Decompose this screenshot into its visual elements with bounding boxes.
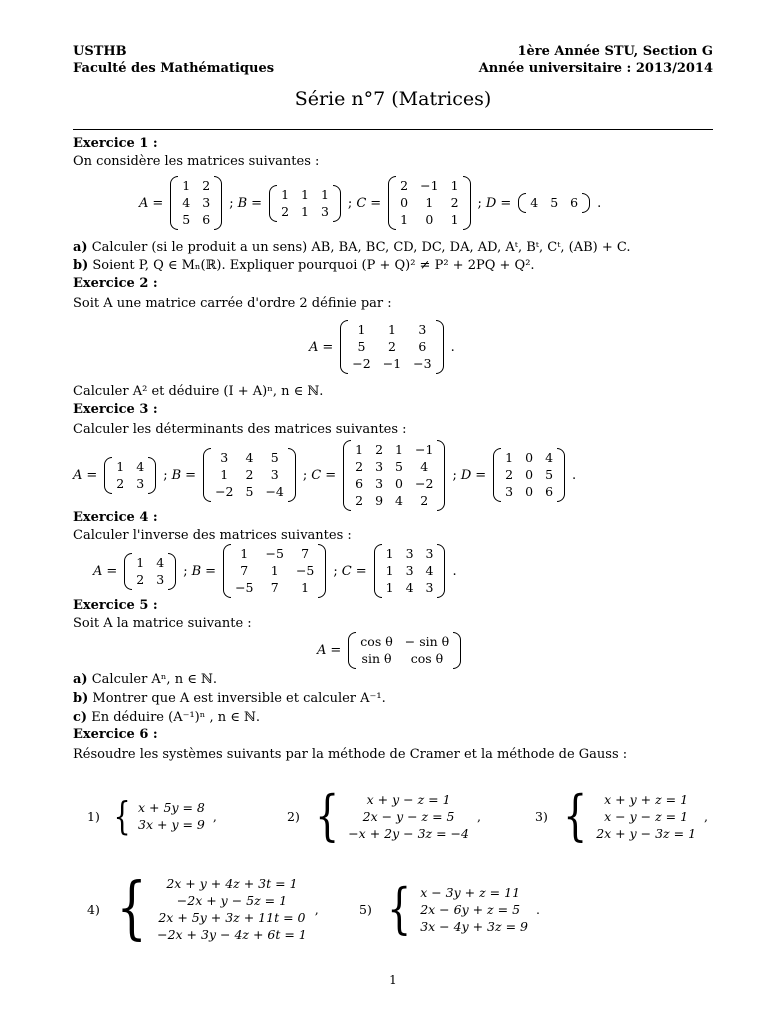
matrix-entry: 1 (385, 546, 394, 561)
matrix-left-bracket (388, 176, 396, 230)
ex1-intro: On considère les matrices suivantes : (73, 154, 320, 169)
matrix-left-bracket (170, 176, 178, 230)
matrix-grid (501, 448, 557, 502)
matrix-entry: 2 (400, 178, 409, 193)
ex1-b-label: b) (73, 258, 89, 273)
matrix-entry: 5 (550, 195, 559, 210)
course-section: 1ère Année STU, Section G (517, 44, 713, 59)
matrix-right-bracket (148, 457, 156, 494)
matrix-entry: 7 (270, 580, 279, 595)
matrix-entry: 3 (405, 563, 414, 578)
matrix-entry: 3 (156, 571, 165, 587)
matrix-entry: − sin θ (404, 633, 450, 649)
system-end-punctuation: , (314, 901, 319, 917)
equation: −2x + 3y − 4z + 6t = 1 (157, 927, 307, 942)
ex1-question-a (73, 240, 631, 256)
equation: 3x + y = 9 (138, 817, 205, 832)
matrix-entry: 1 (355, 441, 364, 457)
system-end-punctuation: , (476, 808, 481, 824)
equation: x + y − z = 1 (366, 791, 451, 807)
ex4-matrix-b (223, 544, 326, 598)
matrix-entry: 5 (182, 212, 191, 227)
matrix-entry: 5 (395, 458, 403, 474)
ex5-matrix-a (348, 632, 461, 669)
matrix-grid (382, 544, 438, 598)
matrix-entry: 0 (525, 467, 534, 482)
matrix-entry: 4 (136, 458, 145, 474)
matrix-entry: 1 (301, 580, 310, 595)
matrix-entry: 6 (545, 484, 554, 499)
matrix-entry: 1 (400, 212, 409, 227)
matrix-entry: 6 (570, 195, 579, 210)
brace-icon: { (314, 784, 340, 847)
matrix-entry: 2 (450, 195, 459, 210)
ex3-matrix-c (343, 440, 445, 511)
matrix-grid (526, 193, 582, 213)
title-divider (73, 129, 713, 130)
matrix-entry: −1 (382, 356, 402, 371)
system-2 (287, 786, 481, 846)
ex3-matrices: A = 1 4 2 3 ; B = 3 4 5 1 2 3 −2 5 −4 ; C = 1 2 1 −1 2 3 5 4 6 3 0 −2 2 9 4 2 ; D = 1 0 4 2 0 5 3 0 6 . (73, 438, 580, 512)
ex5-b-label: b) (73, 691, 89, 706)
matrix-left-bracket (518, 193, 526, 213)
equation: 2x + y + 4z + 3t = 1 (166, 876, 298, 891)
equation: x − 3y + z = 11 (420, 884, 521, 900)
ex1-matrix-d (518, 193, 590, 213)
matrix-entry: 1 (425, 195, 434, 210)
matrix-entry: 3 (405, 546, 414, 561)
ex1-matrix-a (170, 176, 222, 230)
matrix-entry: 1 (182, 178, 191, 193)
matrix-entry: 2 (420, 492, 429, 508)
matrix-entry: 1 (240, 546, 249, 561)
ex5-question-c (73, 710, 260, 726)
ex4-matrix-a (124, 553, 176, 590)
matrix-entry: 5 (545, 467, 554, 482)
matrix-entry: −5 (265, 546, 284, 561)
matrix-grid (112, 457, 148, 494)
matrix-entry: 1 (387, 322, 396, 337)
matrix-left-bracket (104, 457, 112, 494)
matrix-entry: 3 (220, 450, 229, 465)
ex4-matrices: A = 1 4 2 3 ; B = 1 −5 7 7 1 −5 −5 7 1 ; C = 1 3 3 1 3 4 1 4 3 . (93, 542, 461, 600)
equation: x − y − z = 1 (604, 808, 689, 824)
system-label: 1) (87, 808, 100, 824)
ex1-question-b (73, 258, 535, 274)
equation: −2x + y − 5z = 1 (176, 893, 288, 908)
matrix-entry: 7 (240, 563, 249, 578)
ex5-c-label: c) (73, 710, 88, 725)
system-4 (87, 868, 319, 950)
matrix-entry: 0 (400, 195, 409, 210)
ex4-intro: Calculer l'inverse des matrices suivantes : (73, 528, 352, 543)
ex4-heading: Exercice 4 : (73, 510, 158, 525)
matrix-left-bracket (269, 185, 277, 222)
matrix-entry: 3 (375, 475, 384, 491)
matrix-entry: 1 (116, 458, 125, 474)
equation: 2x + 5y + 3z + 11t = 0 (158, 910, 306, 925)
matrix-right-bracket (557, 448, 565, 502)
matrix-entry: 4 (530, 195, 539, 210)
brace-icon: { (562, 784, 588, 847)
matrix-entry: 2 (116, 475, 125, 491)
ex1-matrices: A = 1 2 4 3 5 6 ; B = 1 1 1 2 1 3 ; C = 2 −1 1 0 1 2 1 0 1 ; D = 4 5 6 . (139, 174, 605, 232)
matrix-entry: cos θ (360, 633, 393, 649)
equation: −x + 2y − 3z = −4 (348, 825, 469, 841)
equation: 2x − 6y + z = 5 (420, 901, 521, 917)
matrix-entry: 6 (202, 212, 211, 227)
matrix-grid (132, 553, 168, 590)
matrix-entry: 2 (355, 492, 364, 508)
ex3-heading: Exercice 3 : (73, 402, 158, 417)
matrix-entry: 7 (301, 546, 310, 561)
system-1 (87, 786, 217, 846)
matrix-entry: 1 (450, 178, 459, 193)
matrix-entry: 0 (425, 212, 434, 227)
matrix-right-bracket (318, 544, 326, 598)
matrix-entry: 0 (525, 450, 534, 465)
matrix-left-bracket (340, 320, 348, 374)
page-title: Série n°7 (Matrices) (294, 88, 492, 110)
system-label: 5) (359, 901, 372, 917)
brace-icon: { (386, 877, 412, 940)
ex5-b-text: Montrer que A est inversible et calculer A⁻¹. (92, 691, 386, 706)
ex1-matrix-c (388, 176, 470, 230)
ex5-a-text: Calculer Aⁿ, n ∈ ℕ. (91, 672, 217, 687)
matrix-entry: −4 (265, 484, 284, 499)
faculty-name: Faculté des Mathématiques (73, 61, 275, 76)
matrix-entry: 3 (505, 484, 514, 499)
matrix-right-bracket (582, 193, 590, 213)
ex2-matrix-line: A = 1 1 3 5 2 6 −2 −1 −3 . (309, 318, 459, 376)
matrix-entry: −1 (415, 441, 434, 457)
matrix-entry: 2 (505, 467, 514, 482)
matrix-left-bracket (343, 440, 351, 511)
ex5-question-a (73, 672, 217, 688)
matrix-left-bracket (493, 448, 501, 502)
matrix-entry: 4 (156, 554, 165, 570)
system-end-punctuation: , (704, 808, 709, 824)
matrix-right-bracket (333, 185, 341, 222)
equation: 2x + y − 3z = 1 (596, 825, 697, 841)
matrix-entry: 4 (245, 450, 254, 465)
matrix-entry: 1 (301, 203, 309, 219)
matrix-entry: −1 (420, 178, 439, 193)
ex3-matrix-b (203, 448, 296, 502)
matrix-right-bracket (453, 632, 461, 669)
matrix-entry: 3 (136, 475, 145, 491)
matrix-left-bracket (374, 544, 382, 598)
system-label: 3) (535, 808, 548, 824)
matrix-entry: 2 (387, 339, 396, 354)
matrix-entry: 3 (320, 203, 329, 219)
matrix-right-bracket (288, 448, 296, 502)
page-number: 1 (389, 973, 397, 987)
matrix-left-bracket (348, 632, 356, 669)
matrix-entry: 2 (245, 467, 254, 482)
matrix-grid (351, 440, 437, 511)
matrix-entry: 3 (202, 195, 211, 210)
matrix-entry: 1 (357, 322, 366, 337)
header-right (479, 43, 713, 77)
matrix-grid (231, 544, 318, 598)
matrix-entry: 4 (405, 580, 414, 595)
ex3-intro: Calculer les déterminants des matrices suivantes : (73, 422, 407, 437)
matrix-entry: −2 (352, 356, 371, 371)
matrix-entry: 1 (450, 212, 459, 227)
matrix-entry: 0 (395, 475, 403, 491)
ex1-heading: Exercice 1 : (73, 136, 158, 151)
matrix-entry: 3 (375, 458, 384, 474)
ex5-a-label: a) (73, 672, 88, 687)
matrix-grid (178, 176, 214, 230)
matrix-entry: 1 (301, 186, 309, 202)
matrix-entry: 5 (245, 484, 254, 499)
matrix-entry: 1 (385, 580, 394, 595)
equation: 2x − y − z = 5 (362, 808, 455, 824)
equation: 3x − 4y + 3z = 9 (420, 918, 528, 934)
ex5-heading: Exercice 5 : (73, 598, 158, 613)
system-label: 2) (287, 808, 300, 824)
matrix-grid (348, 320, 435, 374)
matrix-right-bracket (168, 553, 176, 590)
ex5-question-b (73, 691, 386, 707)
matrix-entry: 4 (182, 195, 191, 210)
matrix-entry: 5 (270, 450, 279, 465)
ex2-matrix-a (340, 320, 443, 374)
matrix-left-bracket (223, 544, 231, 598)
system-label: 4) (87, 901, 100, 917)
matrix-entry: 3 (418, 322, 427, 337)
system-3 (535, 786, 708, 846)
brace-icon: { (113, 794, 131, 838)
ex1-b-text: Soient P, Q ∈ Mₙ(ℝ). Expliquer pourquoi (P + Q)² ≠ P² + 2PQ + Q². (92, 258, 535, 273)
brace-icon: { (116, 869, 147, 948)
ex2-text: Calculer A² et déduire (I + A)ⁿ, n ∈ ℕ. (73, 384, 324, 399)
matrix-entry: 2 (375, 441, 384, 457)
matrix-right-bracket (436, 320, 444, 374)
matrix-entry: 4 (545, 450, 554, 465)
ex6-heading: Exercice 6 : (73, 727, 158, 742)
matrix-entry: 1 (270, 563, 279, 578)
matrix-entry: 1 (385, 563, 394, 578)
ex3-matrix-d (493, 448, 565, 502)
system-5 (359, 878, 540, 940)
matrix-right-bracket (437, 440, 445, 511)
matrix-entry: 0 (525, 484, 534, 499)
ex2-intro: Soit A une matrice carrée d'ordre 2 définie par : (73, 296, 392, 311)
matrix-entry: 4 (395, 492, 403, 508)
ex5-intro: Soit A la matrice suivante : (73, 616, 252, 631)
matrix-left-bracket (203, 448, 211, 502)
matrix-entry: 3 (270, 467, 279, 482)
equation: x + y + z = 1 (604, 791, 689, 807)
matrix-entry: 2 (136, 571, 145, 587)
matrix-grid (277, 185, 333, 222)
matrix-entry: 5 (357, 339, 366, 354)
matrix-entry: 2 (281, 203, 290, 219)
ex6-intro: Résoudre les systèmes suivants par la méthode de Cramer et la méthode de Gauss : (73, 747, 628, 762)
system-end-punctuation: . (535, 901, 540, 917)
matrix-left-bracket (124, 553, 132, 590)
matrix-entry: −3 (413, 356, 432, 371)
academic-year: Année universitaire : 2013/2014 (478, 61, 713, 76)
matrix-entry: sin θ (361, 650, 392, 666)
ex5-matrix-line: A = cos θ − sin θ sin θ cos θ (317, 630, 464, 670)
matrix-entry: 1 (320, 186, 329, 202)
matrix-entry: 9 (375, 492, 384, 508)
matrix-grid (396, 176, 462, 230)
matrix-entry: 1 (220, 467, 229, 482)
matrix-entry: 1 (505, 450, 514, 465)
matrix-entry: 6 (355, 475, 364, 491)
matrix-grid (356, 632, 453, 669)
ex1-matrix-b (269, 185, 341, 222)
header-left (73, 43, 274, 77)
matrix-entry: 2 (202, 178, 211, 193)
matrix-entry: −2 (415, 475, 434, 491)
matrix-entry: 1 (395, 441, 403, 457)
matrix-entry: −5 (235, 580, 254, 595)
university-name: USTHB (73, 44, 127, 59)
ex1-a-label: a) (73, 240, 88, 255)
matrix-entry: 4 (420, 458, 429, 474)
matrix-entry: −5 (295, 563, 315, 578)
matrix-right-bracket (437, 544, 445, 598)
matrix-entry: 6 (418, 339, 427, 354)
matrix-entry: 3 (425, 546, 434, 561)
ex2-heading: Exercice 2 : (73, 276, 158, 291)
matrix-right-bracket (214, 176, 222, 230)
system-end-punctuation: , (212, 808, 217, 824)
matrix-grid (211, 448, 288, 502)
matrix-entry: cos θ (410, 650, 444, 666)
matrix-entry: −2 (215, 484, 234, 499)
matrix-entry: 4 (425, 563, 434, 578)
matrix-entry: 1 (136, 554, 145, 570)
page (73, 40, 713, 1000)
equation: x + 5y = 8 (138, 800, 205, 815)
ex5-c-text: En déduire (A⁻¹)ⁿ , n ∈ ℕ. (91, 710, 261, 725)
ex1-a-text: Calculer (si le produit a un sens) AB, BA, BC, CD, DC, DA, AD, Aᵗ, Bᵗ, Cᵗ, (AB) + C. (91, 240, 631, 255)
matrix-entry: 3 (425, 580, 434, 595)
ex3-matrix-a (104, 457, 156, 494)
matrix-entry: 1 (281, 186, 290, 202)
matrix-entry: 2 (355, 458, 364, 474)
matrix-right-bracket (463, 176, 471, 230)
ex4-matrix-c (374, 544, 446, 598)
